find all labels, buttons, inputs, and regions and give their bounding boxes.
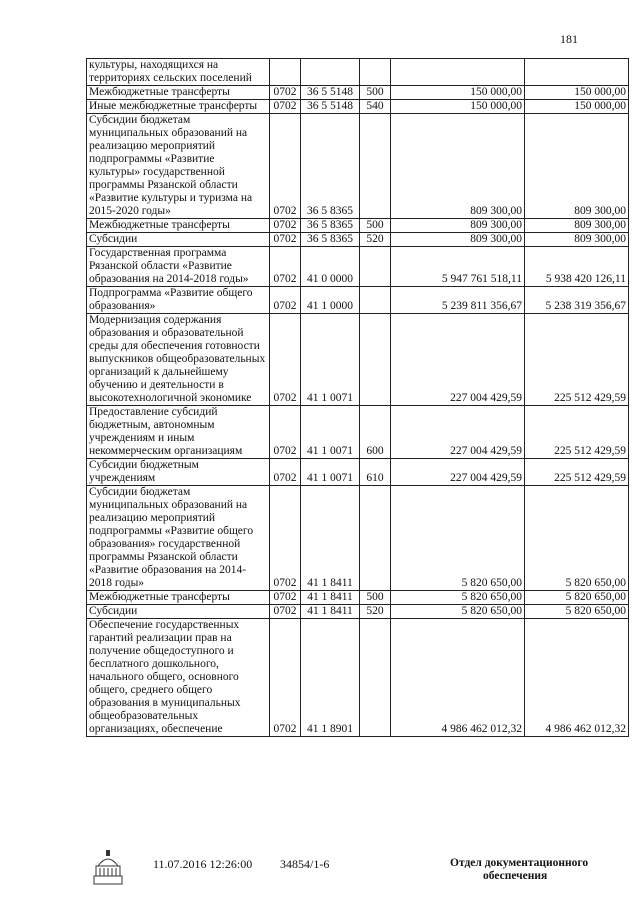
cell-type — [360, 114, 391, 219]
cell-amount-2: 225 512 429,59 — [525, 314, 629, 406]
cell-amount-2: 5 938 420 126,11 — [525, 247, 629, 287]
cell-name: Субсидии бюджетам муниципальных образований на реализацию мероприятий подпрограммы «Развитие общего образования» государственной программы Рязанской области «Развитие образования на 2014-2018 годы» — [87, 486, 270, 591]
cell-type — [360, 287, 391, 314]
cell-name: Иные межбюджетные трансферты — [87, 100, 270, 114]
cell-code — [301, 59, 360, 86]
cell-name: Межбюджетные трансферты — [87, 86, 270, 100]
table-row — [87, 86, 629, 100]
page-number: 181 — [560, 32, 578, 46]
cell-code: 41 1 0071 — [301, 406, 360, 459]
cell-amount-1: 5 239 811 356,67 — [391, 287, 525, 314]
cell-code: 36 5 8365 — [301, 219, 360, 233]
cell-amount-2 — [525, 59, 629, 86]
table-row — [87, 459, 629, 486]
cell-code: 41 1 0071 — [301, 314, 360, 406]
cell-amount-1: 150 000,00 — [391, 100, 525, 114]
cell-amount-2: 5 820 650,00 — [525, 591, 629, 605]
cell-type: 520 — [360, 233, 391, 247]
cell-type — [360, 314, 391, 406]
cell-name: Субсидии бюджетам муниципальных образований на реализацию мероприятий подпрограммы «Развитие культуры» государственной программы Рязанской области «Развитие культуры и туризма на 2015-2020 годы» — [87, 114, 270, 219]
cell-section: 0702 — [270, 314, 301, 406]
page-footer — [0, 848, 640, 905]
cell-name: Предоставление субсидий бюджетным, автономным учреждениям и иным некоммерческим организациям — [87, 406, 270, 459]
cell-amount-1 — [391, 59, 525, 86]
cell-amount-1: 5 947 761 518,11 — [391, 247, 525, 287]
cell-name: Подпрограмма «Развитие общего образования» — [87, 287, 270, 314]
cell-code: 41 1 8411 — [301, 486, 360, 591]
cell-amount-1: 809 300,00 — [391, 219, 525, 233]
cell-name: Субсидии — [87, 605, 270, 619]
cell-amount-2: 225 512 429,59 — [525, 459, 629, 486]
table-row — [87, 287, 629, 314]
cell-type — [360, 59, 391, 86]
footer-department-line2: обеспечения — [483, 870, 548, 882]
table-row — [87, 591, 629, 605]
cell-amount-2: 150 000,00 — [525, 86, 629, 100]
cell-amount-2: 4 986 462 012,32 — [525, 619, 629, 737]
cell-name: Межбюджетные трансферты — [87, 591, 270, 605]
cell-section: 0702 — [270, 247, 301, 287]
cell-name: Субсидии бюджетным учреждениям — [87, 459, 270, 486]
cell-amount-2: 150 000,00 — [525, 100, 629, 114]
cell-code: 41 1 8411 — [301, 605, 360, 619]
cell-type — [360, 619, 391, 737]
cell-code: 36 5 5148 — [301, 86, 360, 100]
cell-type: 540 — [360, 100, 391, 114]
cell-section: 0702 — [270, 619, 301, 737]
cell-section: 0702 — [270, 591, 301, 605]
cell-amount-1: 5 820 650,00 — [391, 591, 525, 605]
footer-date: 11.07.2016 12:26:00 — [153, 857, 253, 871]
budget-table-body — [87, 59, 629, 737]
cell-type: 610 — [360, 459, 391, 486]
cell-type — [360, 486, 391, 591]
cell-amount-2: 5 820 650,00 — [525, 486, 629, 591]
cell-section: 0702 — [270, 114, 301, 219]
cell-name: Субсидии — [87, 233, 270, 247]
cell-code: 41 0 0000 — [301, 247, 360, 287]
cell-type: 520 — [360, 605, 391, 619]
cell-type: 500 — [360, 86, 391, 100]
cell-type: 500 — [360, 219, 391, 233]
table-row — [87, 100, 629, 114]
cell-amount-1: 227 004 429,59 — [391, 406, 525, 459]
table-row — [87, 59, 629, 86]
cell-name: Модернизация содержания образования и образовательной среды для обеспечения готовности выпускников общеобразовательных организаций к дальнейшему обучению и деятельности в высокотехнологичной экономике — [87, 314, 270, 406]
cell-code: 41 1 0071 — [301, 459, 360, 486]
cell-amount-1: 809 300,00 — [391, 233, 525, 247]
cell-section: 0702 — [270, 219, 301, 233]
table-row — [87, 233, 629, 247]
cell-amount-1: 227 004 429,59 — [391, 459, 525, 486]
table-row — [87, 219, 629, 233]
cell-code: 41 1 8411 — [301, 591, 360, 605]
cell-name: культуры, находящихся на территориях сельских поселений — [87, 59, 270, 86]
cell-section: 0702 — [270, 459, 301, 486]
cell-type: 500 — [360, 591, 391, 605]
budget-table — [86, 58, 629, 737]
cell-amount-1: 4 986 462 012,32 — [391, 619, 525, 737]
cell-code: 36 5 5148 — [301, 100, 360, 114]
cell-name: Обеспечение государственных гарантий реализации прав на получение общедоступного и бесплатного дошкольного, начального общего, основного общего, среднего общего образования в муниципальных общеобразовательных организациях, обеспечение — [87, 619, 270, 737]
cell-code: 41 1 8901 — [301, 619, 360, 737]
table-row — [87, 605, 629, 619]
cell-section: 0702 — [270, 486, 301, 591]
cell-section: 0702 — [270, 605, 301, 619]
table-row — [87, 406, 629, 459]
cell-section — [270, 59, 301, 86]
cell-section: 0702 — [270, 406, 301, 459]
cell-section: 0702 — [270, 100, 301, 114]
cell-amount-1: 5 820 650,00 — [391, 486, 525, 591]
cell-amount-1: 809 300,00 — [391, 114, 525, 219]
table-row — [87, 247, 629, 287]
footer-department-line1: Отдел документационного — [450, 857, 589, 869]
cell-section: 0702 — [270, 287, 301, 314]
table-row — [87, 486, 629, 591]
cell-amount-2: 809 300,00 — [525, 219, 629, 233]
cell-code: 36 5 8365 — [301, 114, 360, 219]
cell-amount-1: 150 000,00 — [391, 86, 525, 100]
cell-type: 600 — [360, 406, 391, 459]
cell-code: 36 5 8365 — [301, 233, 360, 247]
cell-amount-1: 227 004 429,59 — [391, 314, 525, 406]
cell-amount-2: 5 238 319 356,67 — [525, 287, 629, 314]
cell-amount-2: 809 300,00 — [525, 114, 629, 219]
footer-doc-number: 34854/1-6 — [280, 857, 330, 871]
duma-emblem-icon — [92, 848, 124, 888]
cell-amount-1: 5 820 650,00 — [391, 605, 525, 619]
cell-amount-2: 5 820 650,00 — [525, 605, 629, 619]
cell-type — [360, 247, 391, 287]
cell-name: Межбюджетные трансферты — [87, 219, 270, 233]
cell-name: Государственная программа Рязанской области «Развитие образования на 2014-2018 годы» — [87, 247, 270, 287]
cell-section: 0702 — [270, 86, 301, 100]
table-row — [87, 114, 629, 219]
cell-code: 41 1 0000 — [301, 287, 360, 314]
cell-amount-2: 225 512 429,59 — [525, 406, 629, 459]
table-row — [87, 619, 629, 737]
cell-amount-2: 809 300,00 — [525, 233, 629, 247]
cell-section: 0702 — [270, 233, 301, 247]
table-row — [87, 314, 629, 406]
